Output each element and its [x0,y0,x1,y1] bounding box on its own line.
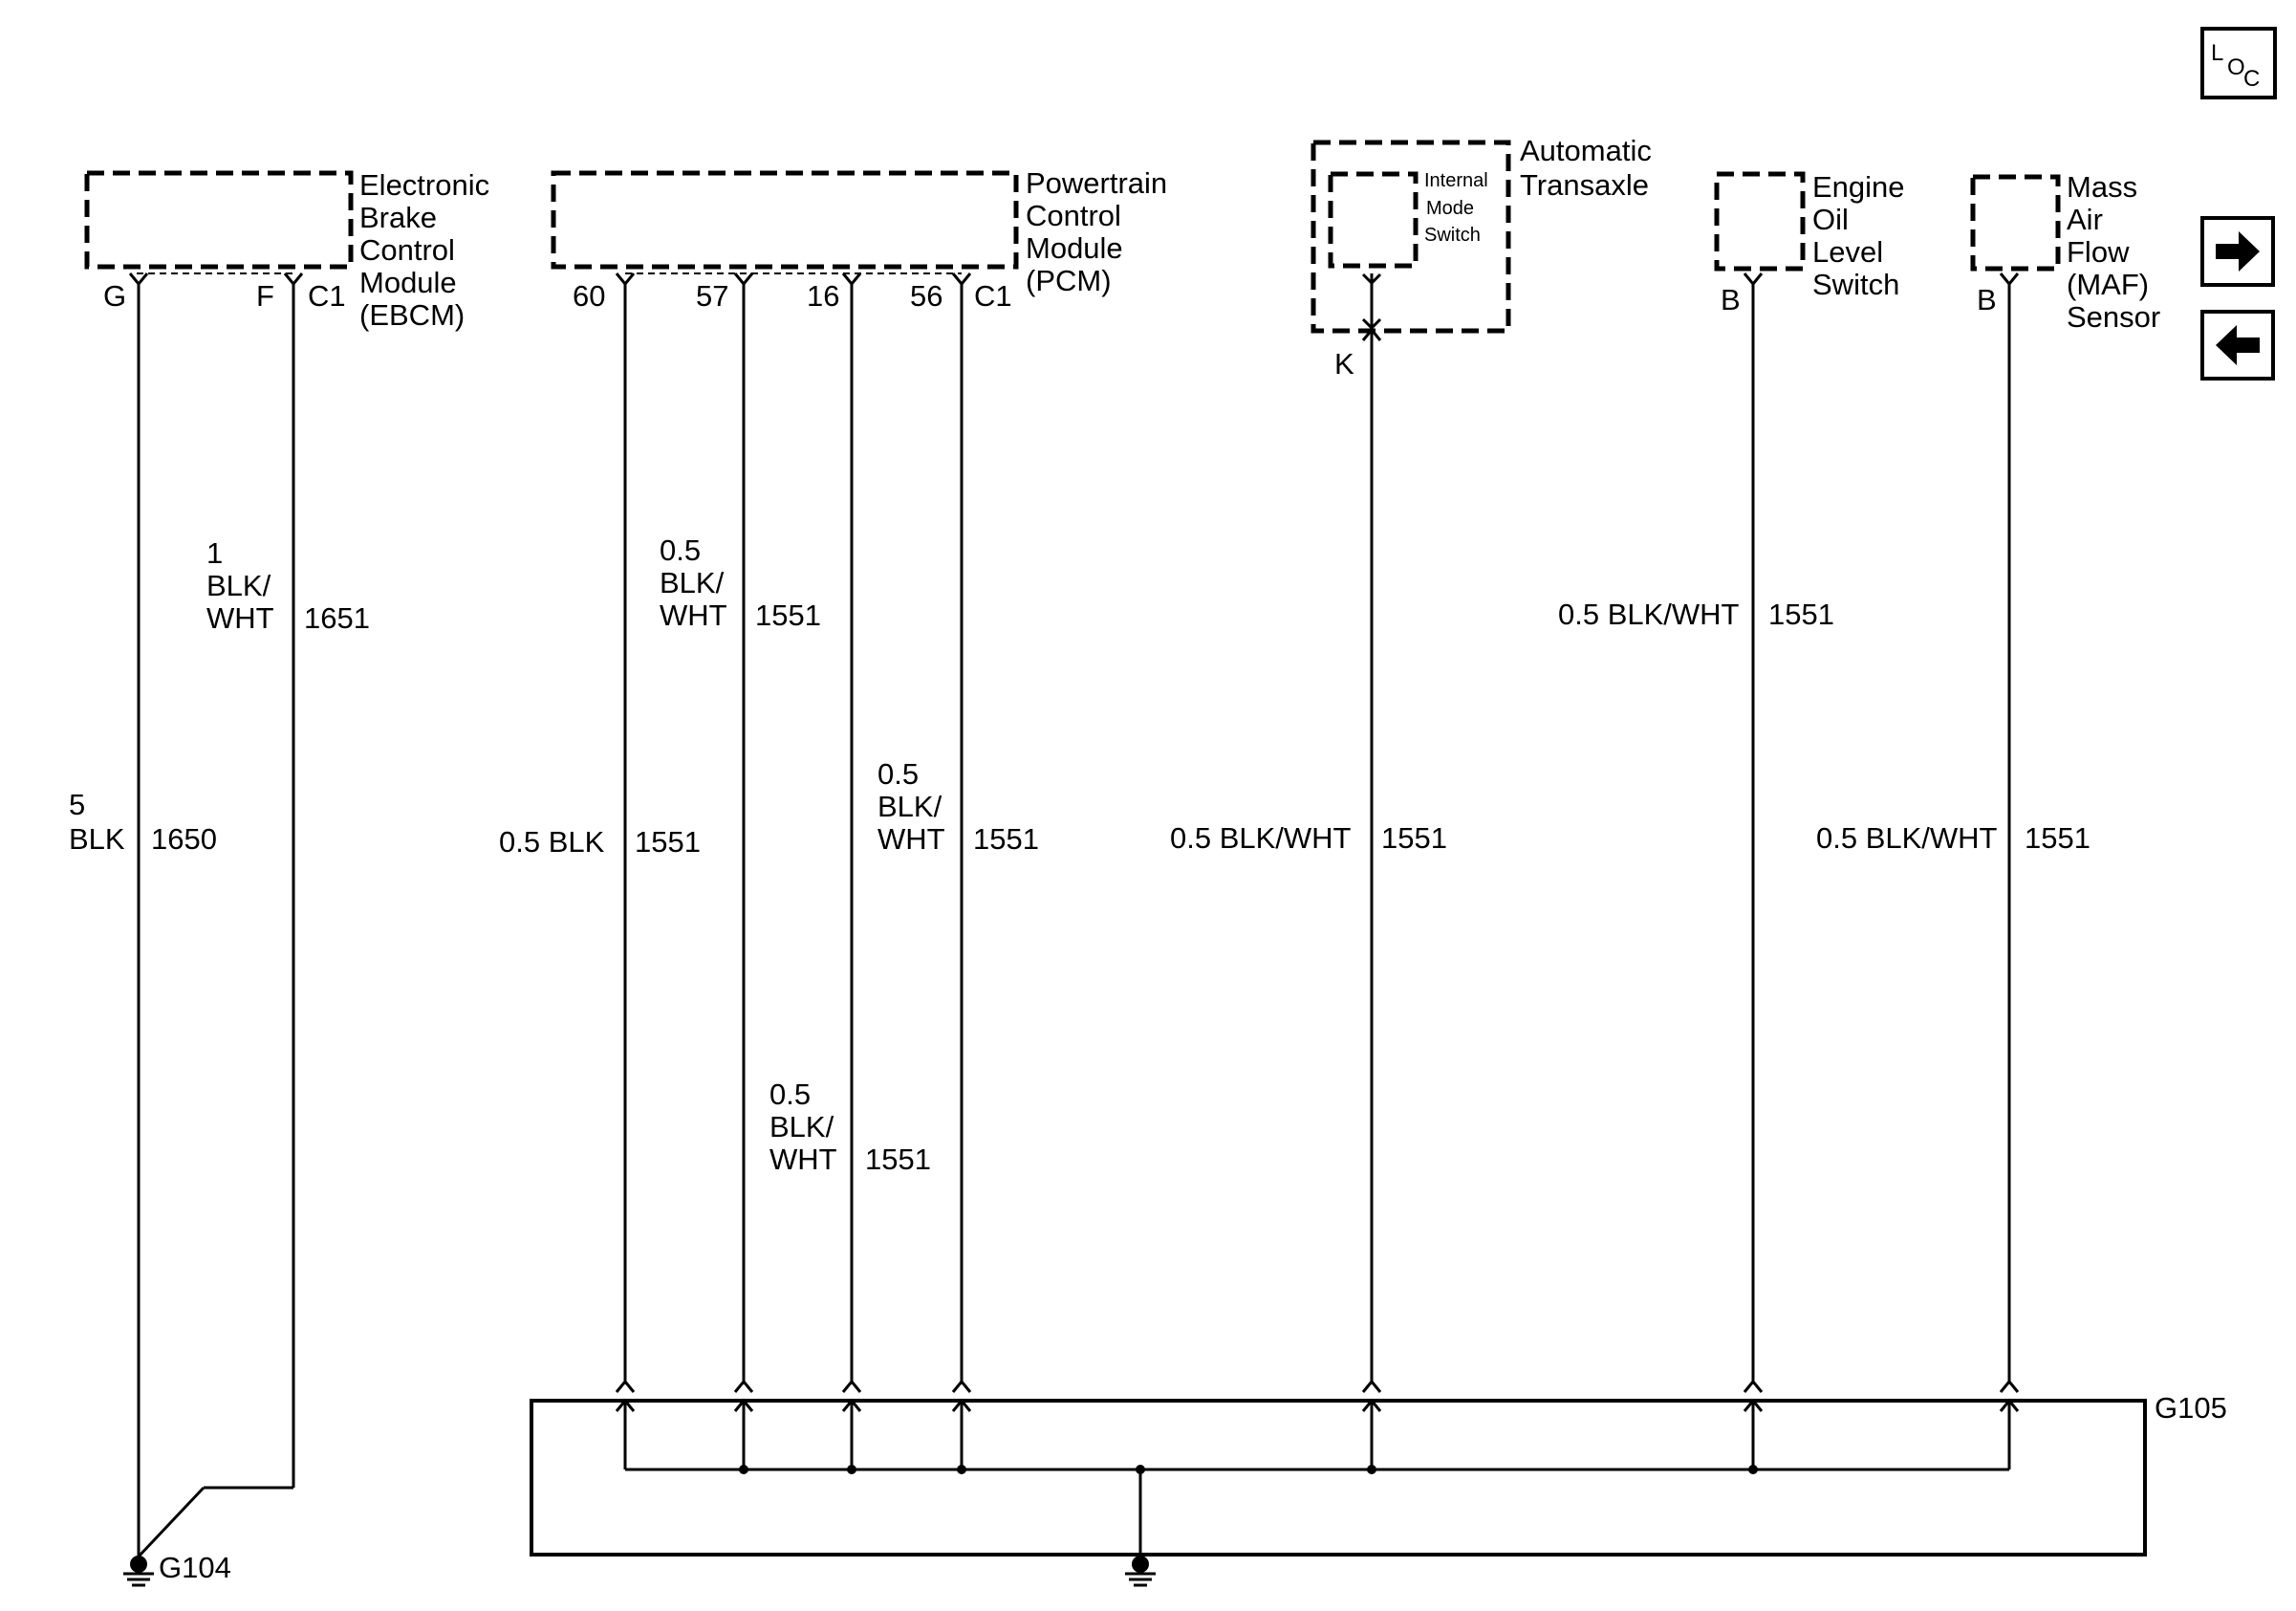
svg-text:WHT: WHT [660,599,727,632]
svg-text:Switch: Switch [1812,268,1900,301]
oil-level-switch-component [1717,170,1905,316]
g104-ground [123,1551,231,1585]
svg-text:B: B [1977,283,1997,316]
svg-text:G104: G104 [159,1551,231,1584]
svg-text:Module: Module [359,266,457,299]
wire-transaxle-k [1170,330,1447,1384]
svg-text:0.5 BLK: 0.5 BLK [499,825,605,859]
svg-text:1551: 1551 [973,822,1039,856]
svg-text:60: 60 [573,279,606,313]
svg-text:(MAF): (MAF) [2067,268,2150,301]
svg-text:C1: C1 [308,279,346,313]
svg-text:1551: 1551 [2025,821,2090,855]
wire-ebcm-g [69,284,217,1557]
svg-text:O: O [2227,54,2245,80]
g105-ground-block [531,1391,2227,1557]
next-page-button[interactable] [2202,218,2273,285]
ground-symbol-icon [123,1556,154,1585]
svg-text:B: B [1721,283,1741,316]
svg-text:5: 5 [69,788,86,821]
svg-text:(PCM): (PCM) [1026,264,1112,297]
svg-text:Oil: Oil [1812,203,1849,236]
previous-page-button[interactable] [2202,312,2273,379]
svg-text:BLK/: BLK/ [206,569,271,602]
svg-text:WHT: WHT [206,601,274,635]
svg-text:Switch: Switch [1424,225,1481,246]
svg-text:Brake: Brake [359,201,437,234]
svg-text:1551: 1551 [1381,821,1447,855]
svg-text:16: 16 [807,279,840,313]
svg-text:Electronic: Electronic [359,168,490,202]
svg-text:BLK/: BLK/ [769,1110,834,1143]
svg-text:1651: 1651 [304,601,370,635]
svg-text:WHT: WHT [769,1143,837,1176]
wire-maf-b [1816,284,2090,1384]
svg-text:0.5 BLK/WHT: 0.5 BLK/WHT [1558,598,1740,631]
wire-pcm-60 [499,284,701,1384]
svg-text:0.5 BLK/WHT: 0.5 BLK/WHT [1170,821,1352,855]
svg-text:Mode: Mode [1426,198,1475,219]
svg-text:1551: 1551 [755,599,821,632]
svg-text:Internal: Internal [1424,170,1488,191]
svg-text:Transaxle: Transaxle [1520,168,1649,202]
svg-text:Air: Air [2067,203,2103,236]
wire-oil-switch-b [1558,284,1834,1384]
svg-text:BLK/: BLK/ [877,790,942,823]
svg-text:57: 57 [696,279,729,313]
loc-icon[interactable] [2202,29,2275,98]
svg-text:C1: C1 [974,279,1012,313]
ebcm-component [87,168,489,332]
svg-text:Level: Level [1812,235,1884,269]
svg-text:0.5 BLK/WHT: 0.5 BLK/WHT [1816,821,1998,855]
svg-text:1551: 1551 [635,825,701,859]
svg-text:BLK/: BLK/ [660,566,725,599]
svg-text:G105: G105 [2155,1391,2227,1425]
svg-text:Control: Control [1026,199,1121,232]
svg-text:Control: Control [359,233,455,267]
svg-text:1: 1 [206,536,224,570]
ground-symbol-icon [1125,1556,1156,1585]
svg-text:G: G [103,279,127,313]
svg-text:F: F [256,279,274,313]
svg-text:0.5: 0.5 [769,1078,812,1111]
svg-text:Powertrain: Powertrain [1026,166,1168,200]
svg-text:Module: Module [1026,231,1123,265]
svg-text:1650: 1650 [151,822,217,856]
svg-text:L: L [2211,40,2224,66]
svg-text:K: K [1334,347,1354,381]
pcm-component [553,166,1167,313]
transaxle-component [1313,134,1652,381]
wire-pcm-56 [877,284,1039,1384]
svg-text:(EBCM): (EBCM) [359,298,466,332]
svg-text:WHT: WHT [877,822,945,856]
svg-text:Mass: Mass [2067,170,2138,204]
svg-text:56: 56 [910,279,943,313]
svg-text:BLK: BLK [69,822,125,856]
svg-text:Engine: Engine [1812,170,1905,204]
svg-text:Sensor: Sensor [2067,300,2161,334]
svg-text:1551: 1551 [1768,598,1834,631]
svg-text:Flow: Flow [2067,235,2130,269]
svg-text:Automatic: Automatic [1520,134,1652,167]
svg-text:1551: 1551 [865,1143,931,1176]
g105-connector-terminals [617,1382,2018,1411]
svg-text:0.5: 0.5 [877,757,920,791]
wire-ebcm-f [139,284,370,1557]
svg-text:0.5: 0.5 [660,533,702,567]
maf-sensor-component [1973,170,2160,334]
svg-text:C: C [2243,66,2261,92]
